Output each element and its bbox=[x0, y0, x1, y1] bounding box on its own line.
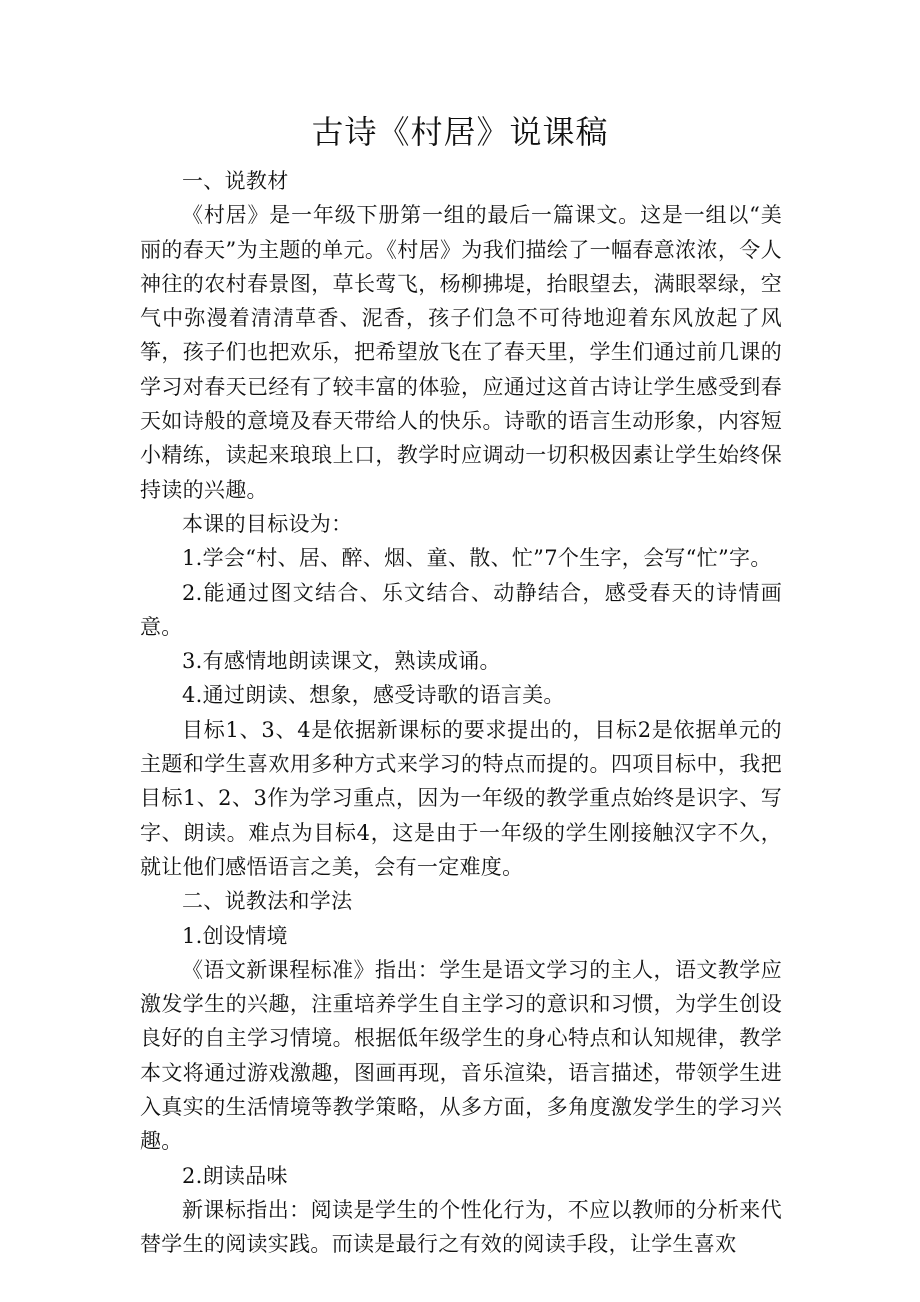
goal-item-3: 3.有感情地朗读课文，熟读成诵。 bbox=[182, 649, 501, 674]
document-body bbox=[140, 164, 782, 1262]
paragraph-material-intro: 《村居》是一年级下册第一组的最后一篇课文。这是一组以“美丽的春天”为主题的单元。《村居》为我们描绘了一幅春意浓浓，令人神往的农村春景图，草长莺飞，杨柳拂堤，抬眼望去，满眼翠绿，空气中弥漫着清清草香、泥香，孩子们急不可待地迎着东风放起了风筝，孩子们也把欢乐，把希望放飞在了春天里，学生们通过前几课的学习对春天已经有了较丰富的体验，应通过这首古诗让学生感受到春天如诗般的意境及春天带给人的快乐。诗歌的语言生动形象，内容短小精练，读起来琅琅上口，教学时应调动一切积极因素让学生始终保持读的兴趣。 bbox=[140, 203, 782, 502]
subheading-reading: 2.朗读品味 bbox=[182, 1163, 288, 1188]
goal-item-1: 1.学会“村、居、醉、烟、童、散、忙”7个生字，会写“忙”字。 bbox=[182, 546, 772, 571]
subheading-create-situation: 1.创设情境 bbox=[182, 923, 288, 948]
document-title: 古诗《村居》说课稿 bbox=[311, 113, 609, 151]
paragraph-goals-intro: 本课的目标设为： bbox=[182, 511, 353, 536]
paragraph-create-situation: 《语文新课程标准》指出：学生是语文学习的主人，语文教学应激发学生的兴趣，注重培养学生自主学习的意识和习惯，为学生创设良好的自主学习情境。根据低年级学生的身心特点和认知规律，教学本文将通过游戏激趣，图画再现，音乐渲染，语言描述，带领学生进入真实的生活情境等教学策略，从多方面，多角度激发学生的学习兴趣。 bbox=[140, 957, 782, 1154]
section-heading-methods: 二、说教法和学法 bbox=[182, 889, 353, 914]
goal-item-4: 4.通过朗读、想象，感受诗歌的语言美。 bbox=[182, 683, 565, 708]
section-heading-teaching-material: 一、说教材 bbox=[182, 169, 289, 193]
goal-item-2: 2.能通过图文结合、乐文结合、动静结合，感受春天的诗情画意。 bbox=[140, 580, 782, 639]
paragraph-goals-rationale: 目标1、3、4是依据新课标的要求提出的，目标2是依据单元的主题和学生喜欢用多种方式来学习的特点而提的。四项目标中，我把目标1、2、3作为学习重点，因为一年级的教学重点始终是识字、写字、朗读。难点为目标4，这是由于一年级的学生刚接触汉字不久，就让他们感悟语言之美，会有一定难度。 bbox=[140, 717, 782, 879]
paragraph-reading: 新课标指出：阅读是学生的个性化行为，不应以教师的分析来代替学生的阅读实践。而读是最行之有效的阅读手段，让学生喜欢 bbox=[140, 1197, 782, 1257]
